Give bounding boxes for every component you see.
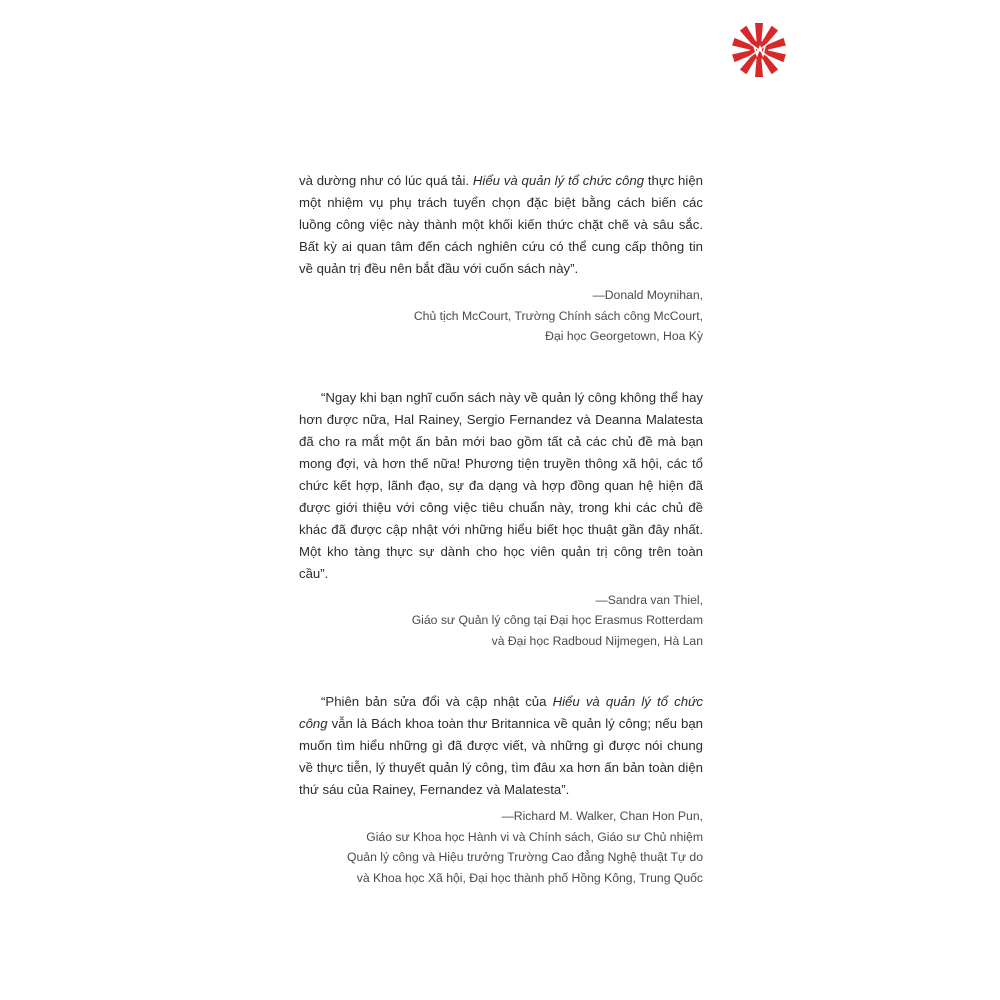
attribution-title: Chủ tịch McCourt, Trường Chính sách công McCourt, (413, 308, 703, 323)
attribution-name: —Donald Moynihan, (592, 288, 703, 302)
publisher-logo-icon (729, 20, 789, 80)
attribution-name: —Sandra van Thiel, (595, 592, 703, 607)
attribution-title: Giáo sư Khoa học Hành vi và Chính sách, Giáo sư Chủ nhiệm (366, 829, 703, 844)
endorsement-quote-3 (299, 691, 703, 888)
quote-1-text-end: thực hiện một nhiệm vụ phụ trách tuyển chọn đặc biệt bằng cách biến các luồng công việc này thành một khối kiến thức chặt chẽ và sâu sắc. Bất kỳ ai quan tâm đến cách nghiên cứu có thể cung cấp thông tin về quản trị đều nên bắt đầu với cuốn sách này”. (299, 173, 703, 276)
endorsement-quote-2 (299, 387, 703, 652)
attribution-title: Giáo sư Quản lý công tại Đại học Erasmus Rotterdam (411, 613, 703, 627)
quote-1-text (299, 170, 703, 280)
attribution-title-continued: Quản lý công và Hiệu trưởng Trường Cao đẳng Nghệ thuật Tự do (347, 850, 703, 864)
quote-3-text-end: vẫn là Bách khoa toàn thư Britannica về quản lý công; nếu bạn muốn tìm hiểu những gì đã được viết, và những gì được nói chung về thực tiễn, lý thuyết quản lý công, tìm đâu xa hơn ấn bản toàn diện thứ sáu của Rainey, Fernandez và Malatesta”. (299, 716, 703, 797)
endorsement-quote-1 (299, 170, 703, 347)
attribution-affiliation: Đại học Georgetown, Hoa Kỳ (545, 329, 703, 343)
quote-3-text-start: “Phiên bản sửa đổi và cập nhật của (321, 694, 553, 709)
attribution-affiliation: và Đại học Radboud Nijmegen, Hà Lan (491, 633, 703, 648)
quote-1-attribution (299, 285, 703, 347)
quote-2-text: “Ngay khi bạn nghĩ cuốn sách này về quản lý công không thể hay hơn được nữa, Hal Rainey, Sergio Fernandez và Deanna Malatesta đã cho ra mắt một ấn bản mới bao gồm tất cả các chủ đề mà bạn mong đợi, và hơn thế nữa! Phương tiện truyền thông xã hội, các tổ chức kết hợp, lãnh đạo, sự đa dạng và hợp đồng quan hệ hiện đã được giới thiệu với công việc tiêu chuẩn này, trong khi các chủ đề khác đã được cập nhật với những hiểu biết học thuật gần đây nhất. Một kho tàng thực sự dành cho học viên quản trị công trên toàn cầu”. (299, 389, 703, 581)
quote-2-attribution (299, 590, 703, 652)
attribution-affiliation: và Khoa học Xã hội, Đại học thành phố Hồng Kông, Trung Quốc (356, 870, 703, 885)
quote-3-book-title: Hiểu và quản lý tổ chức công (299, 694, 703, 731)
quote-3-text (299, 691, 703, 801)
quote-1-book-title: Hiểu và quản lý tổ chức công (472, 173, 645, 188)
endorsements-page (299, 170, 703, 888)
attribution-name: —Richard M. Walker, Chan Hon Pun, (501, 809, 703, 823)
quote-3-attribution (299, 806, 703, 888)
quote-1-text-start: và dường như có lúc quá tải. (299, 173, 473, 188)
